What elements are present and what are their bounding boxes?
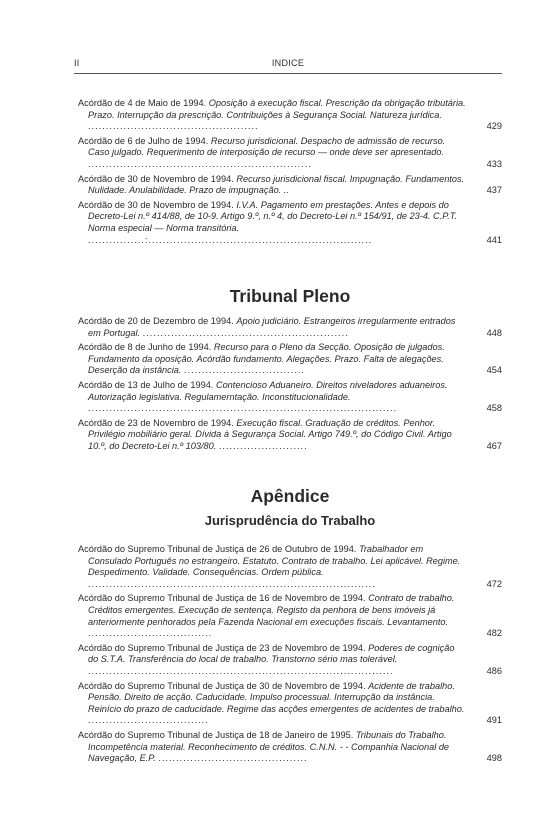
entry-page-number: 433	[486, 158, 502, 169]
entry-lead: Acórdão de 30 de Novembro de 1994.	[78, 199, 234, 210]
index-entry	[78, 643, 502, 678]
entry-leader-dots: ..................................	[88, 715, 209, 726]
entry-description: Recurso para o Pleno da Secção. Oposição de julgados. Fundamento da oposição. Acórdão fundamento. Alegações. Prazo. Falta de alegações. Deserção da instância.	[88, 342, 445, 376]
index-group-tribunal-pleno	[78, 316, 502, 456]
header-rule	[74, 73, 502, 74]
entry-text	[78, 174, 466, 197]
entry-description: Recurso jurisdicional. Despacho de admissão de recurso. Caso julgado. Requerimento de interposição de recurso — onde deve ser apresentado.	[88, 135, 446, 158]
index-entry	[78, 380, 502, 415]
entry-lead: Acórdão do Supremo Tribunal de Justiça de 26 de Outubro de 1994.	[78, 544, 357, 554]
index-entry	[78, 593, 502, 639]
entry-lead: Acórdão do Supremo Tribunal de Justiça de 16 de Novembro de 1994.	[78, 593, 366, 604]
entry-lead: Acórdão do Supremo Tribunal de Justiça de 30 de Novembro de 1994.	[78, 680, 366, 691]
entry-description: Tribunais do Trabalho. Incompetência material. Reconhecimento de créditos. C.N.N. - - Companhia Nacional de Navegação, E.P.	[88, 729, 450, 764]
entry-lead: Acórdão de 8 de Junho de 1994.	[78, 342, 212, 353]
entry-page-number: 437	[486, 185, 502, 196]
entry-text	[78, 136, 466, 171]
index-entry	[78, 342, 502, 377]
index-entry	[78, 418, 502, 453]
entry-page-number: 491	[486, 715, 502, 726]
entry-description: Trabalhador em Consulado Português no estrangeiro. Estatuto. Contrato de trabalho. Lei aplicável. Regime. Despedimento. Validade. Consequências. Ordem pública.	[88, 544, 461, 578]
entry-description: Acidente de trabalho. Pensão. Direito de acção. Caducidade. Impulso processual. Interrupção da instância. Reinício do prazo de caducidade. Regime das acções emergentes de acidentes de trabalho.	[88, 680, 465, 714]
entry-lead: Acórdão de 23 de Novembro de 1994.	[78, 417, 234, 428]
index-group-seccao	[78, 98, 502, 249]
section-heading-apendice: Apêndice	[250, 486, 330, 506]
entry-description: Oposição à execução fiscal. Prescrição da obrigação tributária. Prazo. Interrupção da prescrição. Contribuições à Segurança Social. Natureza jurídica.	[88, 98, 466, 120]
entry-leader-dots: .......................................................................................	[88, 403, 398, 414]
running-title: INDICE	[271, 58, 305, 68]
section-subheading-jurisprudencia: Jurisprudência do Trabalho	[204, 513, 376, 528]
entry-description: Recurso jurisdicional fiscal. Impugnação. Fundamentos. Nulidade. Anulabilidade. Prazo de impugnação. ..	[88, 173, 465, 196]
index-entry	[78, 200, 502, 246]
entry-text	[78, 544, 466, 590]
index-entry	[78, 136, 502, 171]
index-entry	[78, 544, 502, 590]
entry-page-number: 458	[486, 403, 502, 414]
entry-text	[78, 342, 466, 377]
entry-lead: Acórdão de 6 de Julho de 1994.	[78, 135, 209, 146]
index-entry	[78, 730, 502, 765]
entry-text	[78, 98, 466, 133]
index-group-jurisprudencia	[78, 544, 502, 768]
entry-page-number: 467	[486, 440, 502, 451]
entry-leader-dots: ...............................................................	[88, 158, 312, 169]
entry-text	[78, 730, 466, 765]
index-entry	[78, 681, 502, 727]
index-entry	[78, 174, 502, 197]
entry-text	[78, 681, 466, 727]
entry-description: Poderes de cognição do S.T.A. Transferência do local de trabalho. Transtorno sério mas tolerável.	[88, 642, 455, 665]
entry-leader-dots: ......................................................................................	[88, 665, 394, 676]
entry-leader-dots: .........................	[218, 440, 308, 451]
entry-leader-dots: ..........................................	[158, 753, 308, 764]
entry-leader-dots: ...................................	[88, 628, 213, 639]
entry-text	[78, 593, 466, 639]
section-heading-tribunal-pleno: Tribunal Pleno	[229, 286, 351, 306]
entry-page-number: 429	[486, 121, 502, 132]
index-entry	[78, 98, 502, 133]
entry-leader-dots: ................:...............................................................	[88, 234, 373, 245]
entry-lead: Acórdão do Supremo Tribunal de Justiça de 23 de Novembro de 1994.	[78, 642, 366, 653]
entry-page-number: 498	[486, 753, 502, 764]
entry-description: Contrato de trabalho. Créditos emergentes. Execução de sentença. Registo da penhora de bens imóveis já anteriormente penhorados pela Fazenda Nacional em execuções fiscais. Levantamento.	[88, 593, 455, 627]
entry-lead: Acórdão de 13 de Julho de 1994.	[78, 379, 214, 390]
entry-text	[78, 643, 466, 678]
entry-lead: Acórdão de 30 de Novembro de 1994.	[78, 173, 234, 184]
entry-text	[78, 380, 466, 415]
entry-text	[78, 418, 466, 453]
entry-description: I.V.A. Pagamento em prestações. Antes e depois do Decreto-Lei n.º 414/88, de 10-9. Artigo 9.º, n.º 4, do Decreto-Lei n.º 154/91, de 23-4. C.P.T. Norma especial — Norma transitória.	[88, 199, 458, 233]
entry-leader-dots: ..........................................................	[142, 327, 349, 338]
page-number: II	[74, 58, 80, 68]
entry-lead: Acórdão do Supremo Tribunal de Justiça de 18 de Janeiro de 1995.	[78, 729, 354, 740]
entry-page-number: 486	[486, 665, 502, 676]
entry-leader-dots: ................................................	[88, 121, 259, 132]
entry-page-number: 472	[486, 578, 502, 589]
entry-leader-dots: ..................................	[184, 365, 305, 376]
entry-page-number: 482	[486, 628, 502, 639]
entry-lead: Acórdão de 20 de Dezembro de 1994.	[78, 316, 234, 326]
index-entry	[78, 316, 502, 339]
entry-text	[78, 316, 466, 339]
entry-description: Execução fiscal. Graduação de créditos. Penhor. Privilégio mobiliário geral. Dívida à Segurança Social. Artigo 749.º, do Código Civil. Artigo 10.º, do Decreto-Lei n.º 103/80.	[88, 417, 452, 451]
entry-text	[78, 200, 466, 246]
entry-page-number: 454	[486, 365, 502, 376]
entry-page-number: 448	[486, 327, 502, 338]
entry-lead: Acórdão de 4 de Maio de 1994.	[78, 98, 207, 108]
entry-page-number: 441	[486, 234, 502, 245]
entry-description: Apoio judiciário. Estrangeiros irregularmente entrados em Portugal.	[88, 316, 456, 338]
entry-leader-dots: .................................................................................	[88, 578, 376, 589]
entry-description: Contencioso Aduaneiro. Direitos niveladores aduaneiros. Autorização legislativa. Regulamerntação. Inconstitucionalidade.	[88, 379, 448, 402]
